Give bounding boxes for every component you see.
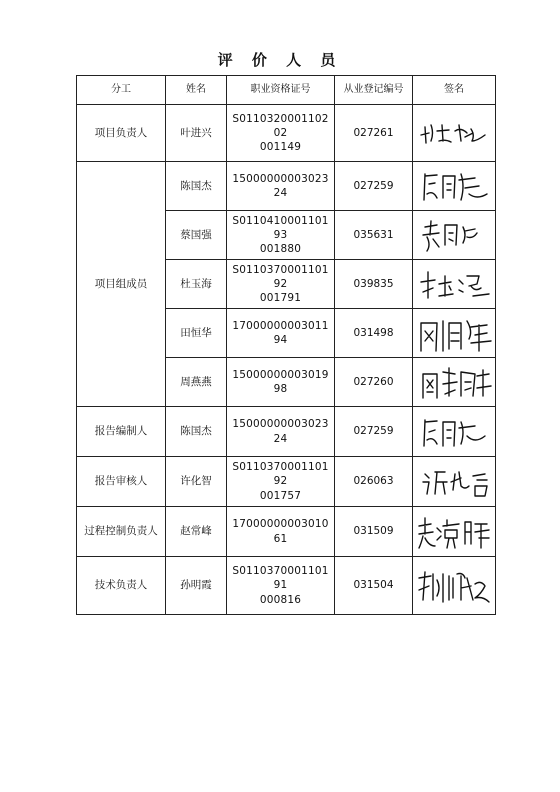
qualification-cell: S011041000110193 001880 bbox=[227, 211, 335, 260]
name-cell: 田恒华 bbox=[166, 309, 227, 358]
name-cell: 叶进兴 bbox=[166, 105, 227, 162]
qualification-cell: 1500000000301998 bbox=[227, 358, 335, 407]
name-cell: 陈国杰 bbox=[166, 162, 227, 211]
qualification-cell: 1700000000301061 bbox=[227, 507, 335, 557]
role-cell: 报告审核人 bbox=[77, 457, 166, 507]
role-cell: 技术负责人 bbox=[77, 557, 166, 615]
signature-cell bbox=[413, 211, 496, 260]
name-cell: 杜玉海 bbox=[166, 260, 227, 309]
table-row bbox=[77, 457, 496, 507]
handwritten-signature bbox=[415, 564, 495, 608]
role-cell: 项目组成员 bbox=[77, 162, 166, 407]
table-row bbox=[77, 105, 496, 162]
handwritten-signature bbox=[415, 510, 495, 554]
registration-cell: 027260 bbox=[335, 358, 413, 407]
header-role: 分工 bbox=[77, 76, 166, 105]
handwritten-signature bbox=[415, 360, 495, 404]
role-cell: 报告编制人 bbox=[77, 407, 166, 457]
role-cell: 项目负责人 bbox=[77, 105, 166, 162]
signature-cell bbox=[413, 260, 496, 309]
signature-cell bbox=[413, 557, 496, 615]
header-qualification: 职业资格证号 bbox=[227, 76, 335, 105]
signature-cell bbox=[413, 162, 496, 211]
registration-cell: 035631 bbox=[335, 211, 413, 260]
registration-cell: 031504 bbox=[335, 557, 413, 615]
qualification-cell: 1700000000301194 bbox=[227, 309, 335, 358]
name-cell: 周燕燕 bbox=[166, 358, 227, 407]
header-signature: 签名 bbox=[413, 76, 496, 105]
registration-cell: 031498 bbox=[335, 309, 413, 358]
handwritten-signature bbox=[415, 460, 495, 504]
signature-cell bbox=[413, 457, 496, 507]
signature-cell bbox=[413, 105, 496, 162]
qualification-cell: S011037000110192 001791 bbox=[227, 260, 335, 309]
table-header-row bbox=[77, 76, 496, 105]
signature-cell bbox=[413, 407, 496, 457]
qualification-cell: 1500000000302324 bbox=[227, 407, 335, 457]
personnel-table bbox=[76, 75, 496, 615]
registration-cell: 039835 bbox=[335, 260, 413, 309]
header-name: 姓名 bbox=[166, 76, 227, 105]
table-row bbox=[77, 407, 496, 457]
name-cell: 赵常峰 bbox=[166, 507, 227, 557]
qualification-cell: S011032000110202 001149 bbox=[227, 105, 335, 162]
registration-cell: 026063 bbox=[335, 457, 413, 507]
handwritten-signature bbox=[415, 164, 495, 208]
signature-cell bbox=[413, 507, 496, 557]
registration-cell: 027261 bbox=[335, 105, 413, 162]
name-cell: 孙明霞 bbox=[166, 557, 227, 615]
handwritten-signature bbox=[415, 410, 495, 454]
registration-cell: 027259 bbox=[335, 407, 413, 457]
name-cell: 蔡国强 bbox=[166, 211, 227, 260]
header-registration: 从业登记编号 bbox=[335, 76, 413, 105]
qualification-cell: S011037000110192 001757 bbox=[227, 457, 335, 507]
table-row bbox=[77, 557, 496, 615]
handwritten-signature bbox=[415, 111, 495, 155]
page-title: 评 价 人 员 bbox=[217, 51, 343, 69]
signature-cell bbox=[413, 309, 496, 358]
registration-cell: 031509 bbox=[335, 507, 413, 557]
name-cell: 许化智 bbox=[166, 457, 227, 507]
qualification-cell: 1500000000302324 bbox=[227, 162, 335, 211]
handwritten-signature bbox=[415, 311, 495, 355]
handwritten-signature bbox=[415, 262, 495, 306]
role-cell: 过程控制负责人 bbox=[77, 507, 166, 557]
handwritten-signature bbox=[415, 213, 495, 257]
table-row bbox=[77, 162, 496, 211]
name-cell: 陈国杰 bbox=[166, 407, 227, 457]
signature-cell bbox=[413, 358, 496, 407]
registration-cell: 027259 bbox=[335, 162, 413, 211]
qualification-cell: S011037000110191 000816 bbox=[227, 557, 335, 615]
table-row bbox=[77, 507, 496, 557]
